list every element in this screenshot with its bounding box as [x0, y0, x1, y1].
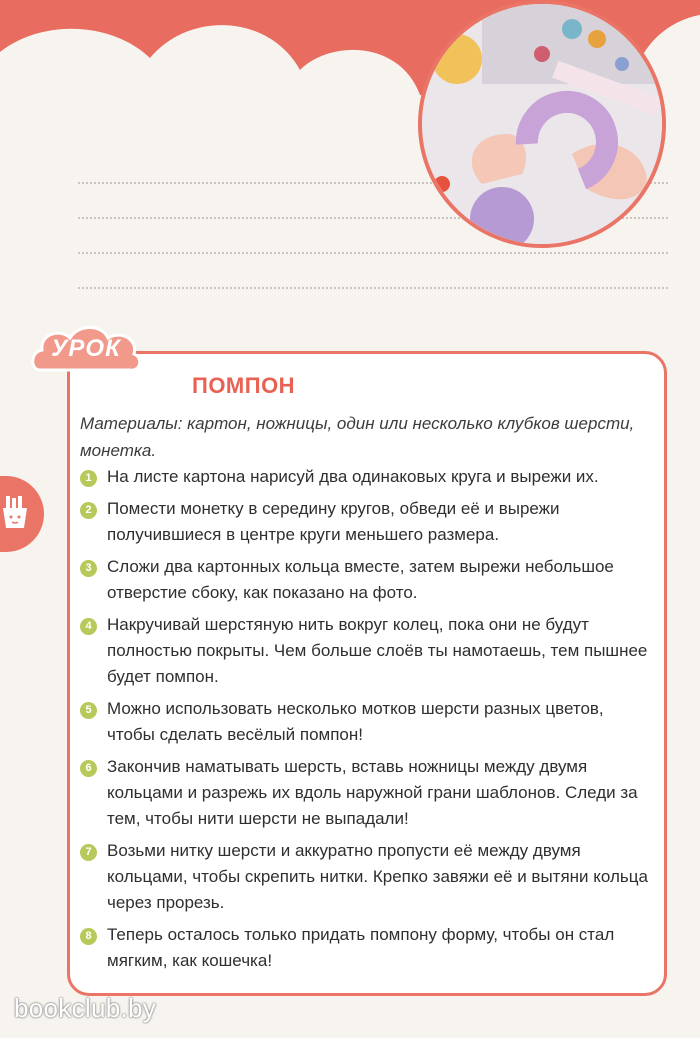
- lesson-tag: [30, 322, 142, 376]
- step-number: 1: [80, 470, 97, 487]
- watermark: bookclub.by: [14, 993, 157, 1023]
- step-text: Накручивай шерстяную нить вокруг колец, пока они не будут полностью покрыты. Чем больше слоёв ты намотаешь, тем пышнее будет помпон.: [107, 615, 648, 686]
- materials-text: Материалы: картон, ножницы, один или несколько клубков шерсти, монетка.: [80, 414, 635, 460]
- step-number: 8: [80, 928, 97, 945]
- step-item: [80, 696, 655, 748]
- step-item: [80, 754, 655, 832]
- step-text: Можно использовать несколько мотков шерсти разных цветов, чтобы сделать весёлый помпон!: [107, 699, 604, 744]
- step-text: Сложи два картонных кольца вместе, затем вырежи небольшое отверстие сбоку, как показано на фото.: [107, 557, 614, 602]
- step-text: Помести монетку в середину кругов, обведи её и вырежи получившиеся в центре круги меньшего размера.: [107, 499, 560, 544]
- step-text: Теперь осталось только придать помпону форму, чтобы он стал мягким, как кошечка!: [107, 925, 615, 970]
- dotted-line: [78, 287, 668, 289]
- steps-list: [80, 464, 655, 980]
- step-item: [80, 838, 655, 916]
- side-tab: [0, 476, 44, 552]
- page-title: ПОМПОН: [192, 373, 296, 398]
- step-text: Возьми нитку шерсти и аккуратно пропусти её между двумя кольцами, чтобы скрепить нитки. Крепко завяжи её и вытяни кольца через прорезь.: [107, 841, 648, 912]
- lesson-tag-label: УРОК: [51, 335, 121, 362]
- pompom-photo: [418, 0, 666, 248]
- step-number: 3: [80, 560, 97, 577]
- fries-icon: [0, 496, 30, 530]
- step-item: [80, 922, 655, 974]
- step-text: Закончив наматывать шерсть, вставь ножницы между двумя кольцами и разрежь их вдоль наружной грани шаблонов. Следи за тем, чтобы нити шерсти не выпадали!: [107, 757, 638, 828]
- step-item: [80, 496, 655, 548]
- dotted-line: [78, 252, 668, 254]
- step-number: 7: [80, 844, 97, 861]
- step-number: 5: [80, 702, 97, 719]
- step-item: [80, 612, 655, 690]
- step-item: [80, 464, 655, 490]
- step-number: 4: [80, 618, 97, 635]
- step-text: На листе картона нарисуй два одинаковых круга и вырежи их.: [107, 467, 599, 486]
- step-number: 6: [80, 760, 97, 777]
- step-number: 2: [80, 502, 97, 519]
- step-item: [80, 554, 655, 606]
